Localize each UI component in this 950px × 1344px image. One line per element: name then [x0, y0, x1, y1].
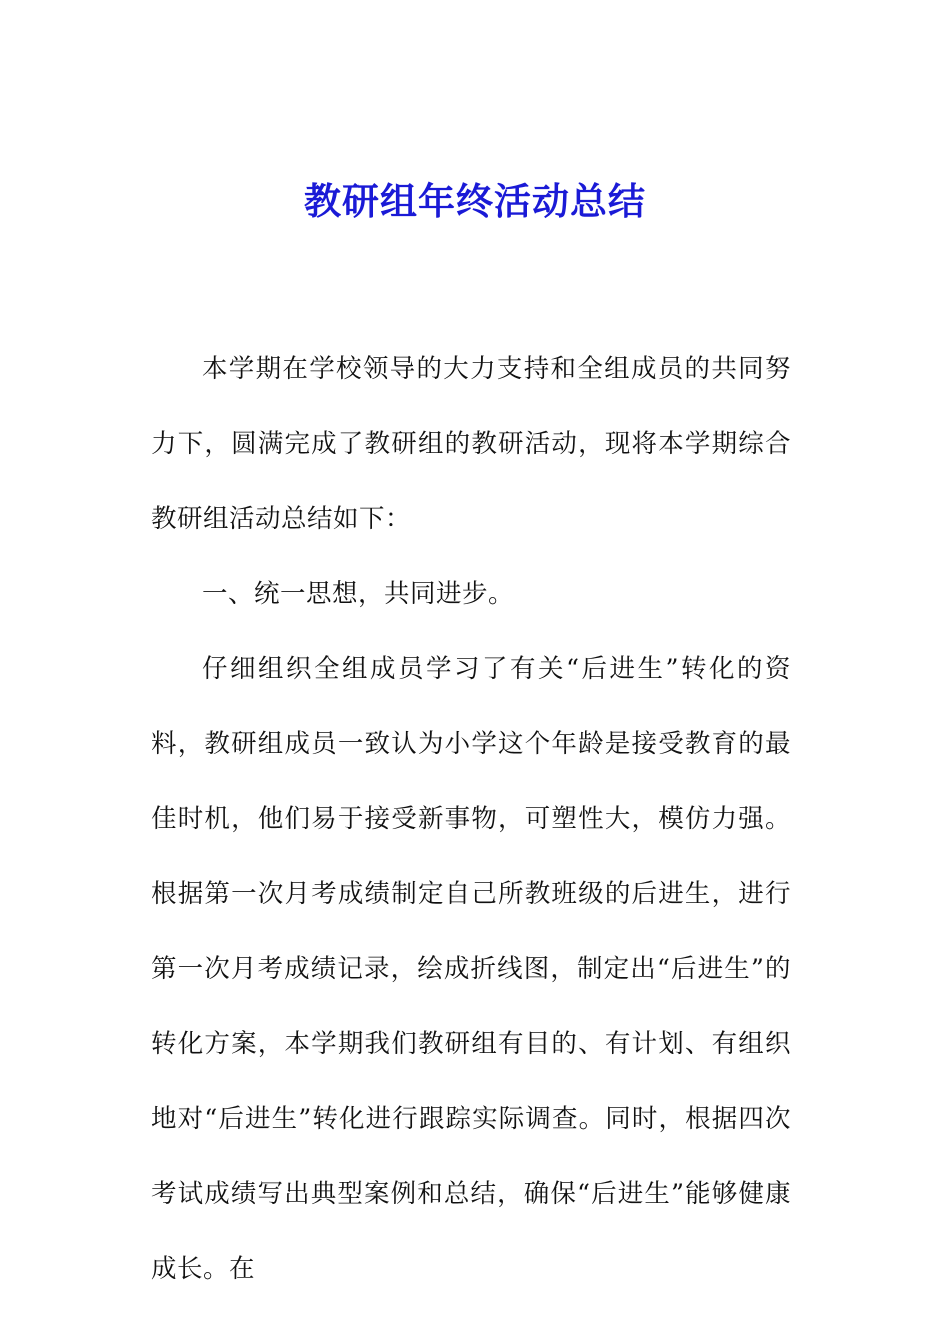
section-heading-1: 一、统一思想，共同进步。: [202, 579, 515, 609]
paragraph-section-1: 仔细组织全组成员学习了有关“后进生”转化的资料，教研组成员一致认为小学这个年龄是接受教育的最佳时机，他们易于接受新事物，可塑性大，模仿力强。根据第一次月考成绩制定自己所教班级的后进生，进行第一次月考成绩记录，绘成折线图，制定出“后进生”的转化方案，本学期我们教研组有目的、有计划、有组织地对“后进生”转化进行跟踪实际调查。同时，根据四次考试成绩写出典型案例和总结，确保“后进生”能够健康成长。在: [151, 654, 791, 1284]
paragraph-intro: 本学期在学校领导的大力支持和全组成员的共同努力下，圆满完成了教研组的教研活动，现将本学期综合教研组活动总结如下：: [151, 354, 791, 534]
document-body: [151, 332, 791, 1307]
document-title: 教研组年终活动总结: [304, 180, 646, 223]
